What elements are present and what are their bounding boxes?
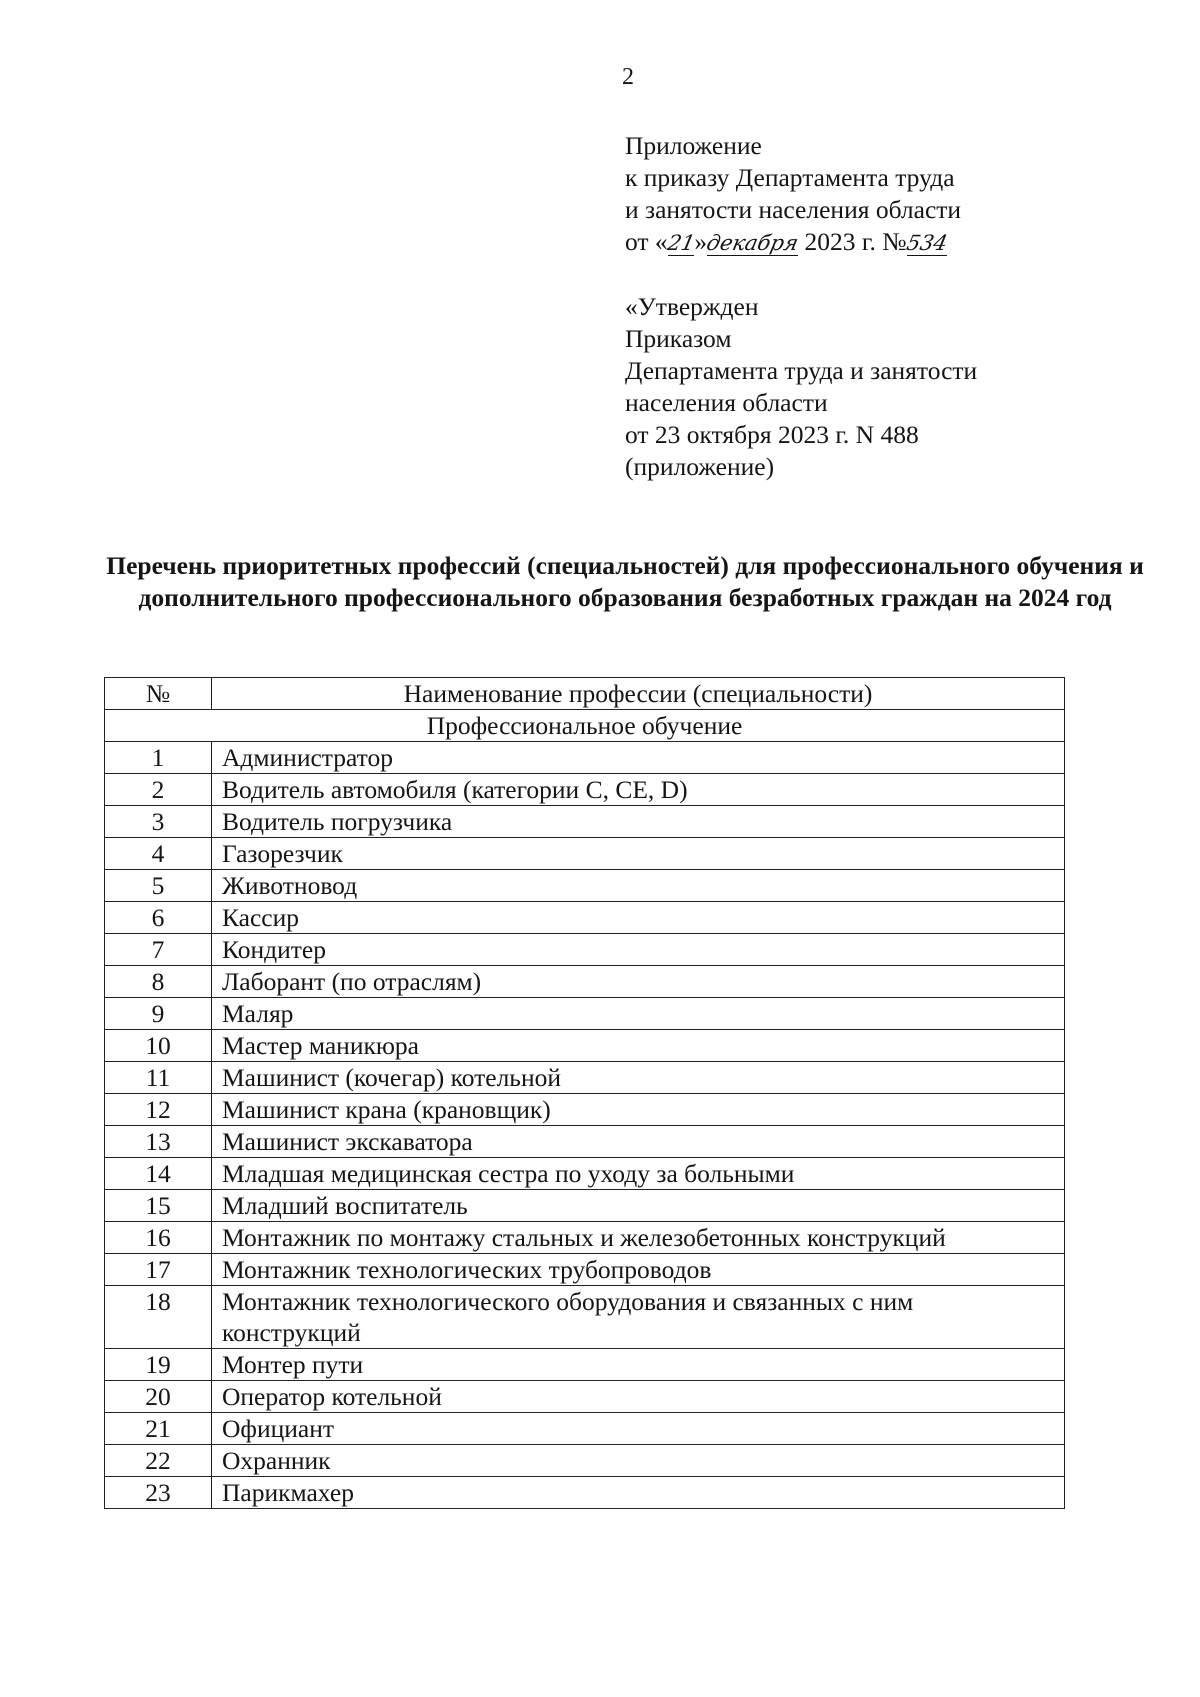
- profession-name: Администратор: [212, 742, 1065, 774]
- profession-name: Газорезчик: [212, 838, 1065, 870]
- table-row: [105, 1445, 1065, 1477]
- row-number: 9: [105, 998, 212, 1030]
- table-header-row: [105, 678, 1065, 710]
- table-row: [105, 1349, 1065, 1381]
- row-number: 15: [105, 1190, 212, 1222]
- profession-name: Официант: [212, 1413, 1065, 1445]
- profession-name: Монтажник технологических трубопроводов: [212, 1254, 1065, 1286]
- date-year: 2023 г. №: [804, 227, 907, 256]
- row-number: 17: [105, 1254, 212, 1286]
- approved-line: Приказом: [625, 324, 732, 353]
- profession-name: Младший воспитатель: [212, 1190, 1065, 1222]
- table-row: [105, 1126, 1065, 1158]
- appendix-date-line: [625, 226, 961, 258]
- row-number: 11: [105, 1062, 212, 1094]
- row-number: 2: [105, 774, 212, 806]
- table-row: [105, 1286, 1065, 1349]
- table-row: [105, 966, 1065, 998]
- order-number-underline: [904, 230, 950, 256]
- profession-name: Монтажник по монтажу стальных и железобетонных конструкций: [212, 1222, 1065, 1254]
- table-row: [105, 1222, 1065, 1254]
- table-body: [105, 710, 1065, 1509]
- table-row: [105, 806, 1065, 838]
- table-row: [105, 902, 1065, 934]
- table-row: [105, 1381, 1065, 1413]
- row-number: 6: [105, 902, 212, 934]
- section-title: Профессиональное обучение: [105, 710, 1065, 742]
- profession-name: Животновод: [212, 870, 1065, 902]
- row-number: 16: [105, 1222, 212, 1254]
- row-number: 8: [105, 966, 212, 998]
- table-row: [105, 1190, 1065, 1222]
- row-number: 13: [105, 1126, 212, 1158]
- profession-name: Маляр: [212, 998, 1065, 1030]
- date-day-underline: [665, 230, 697, 256]
- profession-name: Монтажник технологического оборудования и связанных с ним конструкций: [212, 1286, 1065, 1349]
- table-row: [105, 998, 1065, 1030]
- table-row: [105, 1254, 1065, 1286]
- date-prefix: от «: [625, 227, 668, 256]
- appendix-line: к приказу Департамента труда: [625, 163, 955, 192]
- appendix-block: [625, 130, 961, 258]
- profession-name: Кондитер: [212, 934, 1065, 966]
- profession-name: Машинист (кочегар) котельной: [212, 1062, 1065, 1094]
- table-row: [105, 838, 1065, 870]
- handwritten-order-number: 534: [904, 231, 950, 255]
- row-number: 5: [105, 870, 212, 902]
- row-number: 7: [105, 934, 212, 966]
- table-row: [105, 1030, 1065, 1062]
- profession-name: Лаборант (по отраслям): [212, 966, 1065, 998]
- table-row: [105, 1477, 1065, 1509]
- handwritten-day: 21: [665, 231, 697, 255]
- profession-name: Водитель погрузчика: [212, 806, 1065, 838]
- table-row: [105, 1062, 1065, 1094]
- row-number: 22: [105, 1445, 212, 1477]
- profession-name: Машинист экскаватора: [212, 1126, 1065, 1158]
- header-num: №: [105, 678, 212, 710]
- approved-line: населения области: [625, 388, 828, 417]
- row-number: 4: [105, 838, 212, 870]
- page-number: 2: [622, 64, 634, 90]
- approved-line: «Утвержден: [625, 292, 759, 321]
- row-number: 20: [105, 1381, 212, 1413]
- table-row: [105, 1094, 1065, 1126]
- profession-name: Охранник: [212, 1445, 1065, 1477]
- row-number: 1: [105, 742, 212, 774]
- profession-name: Парикмахер: [212, 1477, 1065, 1509]
- approved-line: (приложение): [625, 452, 775, 481]
- appendix-line: и занятости населения области: [625, 195, 962, 224]
- profession-name: Монтер пути: [212, 1349, 1065, 1381]
- table-row: [105, 870, 1065, 902]
- row-number: 14: [105, 1158, 212, 1190]
- handwritten-month: декабря: [704, 231, 801, 255]
- row-number: 10: [105, 1030, 212, 1062]
- row-number: 18: [105, 1286, 212, 1349]
- document-title: Перечень приоритетных профессий (специальностей) для профессионального обучения и дополнительного профессионального образования безработных граждан на 2024 год: [106, 551, 1144, 612]
- profession-name: Мастер маникюра: [212, 1030, 1065, 1062]
- table-row: [105, 742, 1065, 774]
- profession-name: Водитель автомобиля (категории С, СЕ, D): [212, 774, 1065, 806]
- row-number: 19: [105, 1349, 212, 1381]
- row-number: 12: [105, 1094, 212, 1126]
- profession-name: Машинист крана (крановщик): [212, 1094, 1065, 1126]
- table-row: [105, 934, 1065, 966]
- header-name: Наименование профессии (специальности): [212, 678, 1065, 710]
- appendix-line: Приложение: [625, 131, 762, 160]
- row-number: 23: [105, 1477, 212, 1509]
- section-row: [105, 710, 1065, 742]
- row-number: 21: [105, 1413, 212, 1445]
- profession-name: Кассир: [212, 902, 1065, 934]
- table-row: [105, 1158, 1065, 1190]
- date-quote-close: »: [694, 227, 708, 256]
- row-number: 3: [105, 806, 212, 838]
- date-month-underline: [704, 230, 801, 256]
- professions-table: [104, 677, 1065, 1509]
- profession-name: Младшая медицинская сестра по уходу за больными: [212, 1158, 1065, 1190]
- table-row: [105, 774, 1065, 806]
- approved-block: [625, 291, 977, 483]
- approved-line: от 23 октября 2023 г. N 488: [625, 420, 919, 449]
- approved-line: Департамента труда и занятости: [625, 356, 978, 385]
- profession-name: Оператор котельной: [212, 1381, 1065, 1413]
- table-row: [105, 1413, 1065, 1445]
